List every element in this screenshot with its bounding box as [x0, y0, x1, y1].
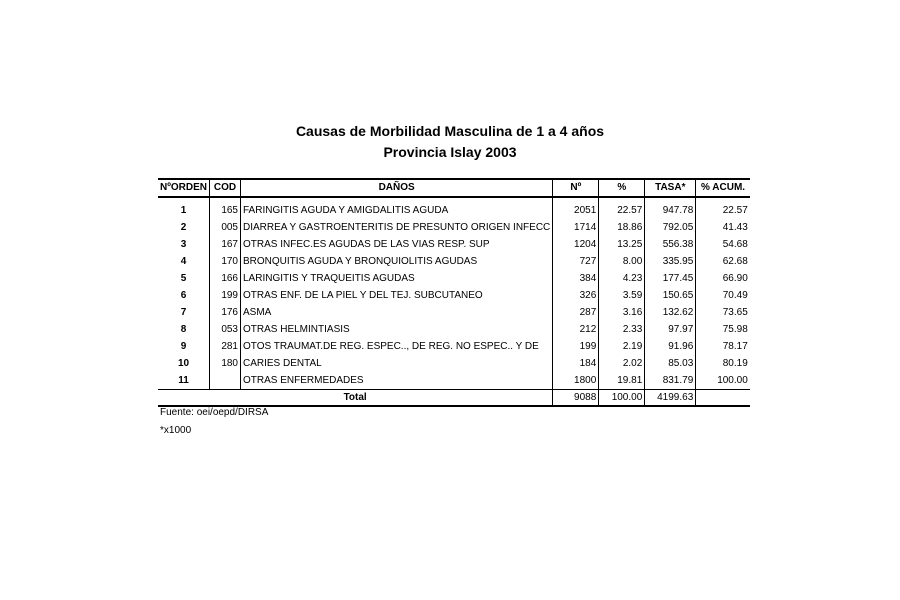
- cell-tasa: 150.65: [645, 287, 696, 304]
- cell-danos: OTOS TRAUMAT.DE REG. ESPEC.., DE REG. NO ESPEC.. Y DE: [241, 338, 553, 355]
- cell-cod: 176: [210, 304, 241, 321]
- cell-n: 212: [553, 321, 599, 338]
- cell-n: 326: [553, 287, 599, 304]
- cell-tasa: 556.38: [645, 236, 696, 253]
- cell-tasa: 831.79: [645, 372, 696, 390]
- cell-tasa: 91.96: [645, 338, 696, 355]
- header-danos: DAÑOS: [241, 179, 553, 197]
- table-body: [158, 197, 750, 390]
- cell-orden: 4: [180, 255, 187, 267]
- cell-danos: DIARREA Y GASTROENTERITIS DE PRESUNTO ORIGEN INFECC: [241, 219, 553, 236]
- page-title: Causas de Morbilidad Masculina de 1 a 4 años: [295, 123, 605, 139]
- table-row: [158, 372, 750, 390]
- cell-orden: 10: [177, 357, 190, 369]
- table-row: [158, 236, 750, 253]
- cell-orden: 7: [180, 306, 187, 318]
- source-note: Fuente: oei/oepd/DIRSA: [160, 407, 269, 418]
- header-cod: COD: [210, 179, 241, 197]
- cell-tasa: 132.62: [645, 304, 696, 321]
- cell-n: 184: [553, 355, 599, 372]
- cell-pct: 2.19: [599, 338, 645, 355]
- total-row: [158, 390, 750, 407]
- cell-pct: 4.23: [599, 270, 645, 287]
- cell-n: 1714: [553, 219, 599, 236]
- cell-n: 1204: [553, 236, 599, 253]
- cell-danos: OTRAS ENF. DE LA PIEL Y DEL TEJ. SUBCUTANEO: [241, 287, 553, 304]
- cell-tasa: 335.95: [645, 253, 696, 270]
- cell-danos: CARIES DENTAL: [241, 355, 553, 372]
- table-row: [158, 338, 750, 355]
- cell-acum: 66.90: [696, 270, 750, 287]
- header-orden: NºORDEN: [158, 179, 210, 197]
- cell-pct: 19.81: [599, 372, 645, 390]
- cell-tasa: 177.45: [645, 270, 696, 287]
- cell-n: 1800: [553, 372, 599, 390]
- cell-pct: 18.86: [599, 219, 645, 236]
- table-header-row: [158, 179, 750, 197]
- table-row: [158, 304, 750, 321]
- cell-danos: OTRAS INFEC.ES AGUDAS DE LAS VIAS RESP. SUP: [241, 236, 553, 253]
- cell-danos: BRONQUITIS AGUDA Y BRONQUIOLITIS AGUDAS: [241, 253, 553, 270]
- cell-orden: 9: [180, 340, 187, 352]
- cell-cod: [210, 372, 241, 390]
- cell-cod: 166: [210, 270, 241, 287]
- table-row: [158, 202, 750, 219]
- total-label: Total: [158, 390, 553, 407]
- cell-tasa: 947.78: [645, 202, 696, 219]
- cell-acum: 70.49: [696, 287, 750, 304]
- header-acum: % ACUM.: [696, 179, 750, 197]
- morbidity-table: [158, 178, 750, 407]
- cell-n: 384: [553, 270, 599, 287]
- cell-orden: 2: [180, 221, 187, 233]
- header-n: Nº: [553, 179, 599, 197]
- cell-danos: OTRAS ENFERMEDADES: [241, 372, 553, 390]
- cell-cod: 170: [210, 253, 241, 270]
- table-row: [158, 287, 750, 304]
- cell-acum: 54.68: [696, 236, 750, 253]
- cell-cod: 053: [210, 321, 241, 338]
- cell-pct: 13.25: [599, 236, 645, 253]
- cell-pct: 8.00: [599, 253, 645, 270]
- cell-acum: 62.68: [696, 253, 750, 270]
- cell-pct: 3.16: [599, 304, 645, 321]
- table-row: [158, 355, 750, 372]
- cell-n: 2051: [553, 202, 599, 219]
- total-tasa: 4199.63: [645, 390, 696, 407]
- cell-danos: OTRAS HELMINTIASIS: [241, 321, 553, 338]
- cell-n: 727: [553, 253, 599, 270]
- total-n: 9088: [553, 390, 599, 407]
- cell-acum: 80.19: [696, 355, 750, 372]
- cell-cod: 165: [210, 202, 241, 219]
- cell-orden: 5: [180, 272, 187, 284]
- cell-tasa: 97.97: [645, 321, 696, 338]
- cell-pct: 22.57: [599, 202, 645, 219]
- cell-pct: 2.02: [599, 355, 645, 372]
- cell-cod: 167: [210, 236, 241, 253]
- table-row: [158, 219, 750, 236]
- table-row: [158, 270, 750, 287]
- table-row: [158, 253, 750, 270]
- cell-cod: 005: [210, 219, 241, 236]
- cell-acum: 73.65: [696, 304, 750, 321]
- total-pct: 100.00: [599, 390, 645, 407]
- cell-orden: 11: [178, 374, 189, 386]
- cell-acum: 78.17: [696, 338, 750, 355]
- header-pct: %: [599, 179, 645, 197]
- cell-cod: 199: [210, 287, 241, 304]
- footnote: *x1000: [160, 425, 192, 436]
- cell-tasa: 85.03: [645, 355, 696, 372]
- cell-orden: 3: [180, 238, 187, 250]
- cell-acum: 75.98: [696, 321, 750, 338]
- cell-acum: 41.43: [696, 219, 750, 236]
- cell-pct: 2.33: [599, 321, 645, 338]
- table-row: [158, 321, 750, 338]
- cell-danos: LARINGITIS Y TRAQUEITIS AGUDAS: [241, 270, 553, 287]
- cell-tasa: 792.05: [645, 219, 696, 236]
- cell-acum: 22.57: [696, 202, 750, 219]
- header-tasa: TASA*: [645, 179, 696, 197]
- page-subtitle: Provincia Islay 2003: [383, 144, 517, 160]
- cell-cod: 180: [210, 355, 241, 372]
- cell-danos: FARINGITIS AGUDA Y AMIGDALITIS AGUDA: [241, 202, 553, 219]
- cell-n: 287: [553, 304, 599, 321]
- cell-pct: 3.59: [599, 287, 645, 304]
- cell-n: 199: [553, 338, 599, 355]
- cell-danos: ASMA: [241, 304, 553, 321]
- cell-acum: 100.00: [696, 372, 750, 390]
- cell-cod: 281: [210, 338, 241, 355]
- cell-orden: 8: [180, 323, 187, 335]
- cell-orden: 6: [180, 289, 187, 301]
- total-acum: [696, 390, 750, 407]
- cell-orden: 1: [180, 204, 187, 216]
